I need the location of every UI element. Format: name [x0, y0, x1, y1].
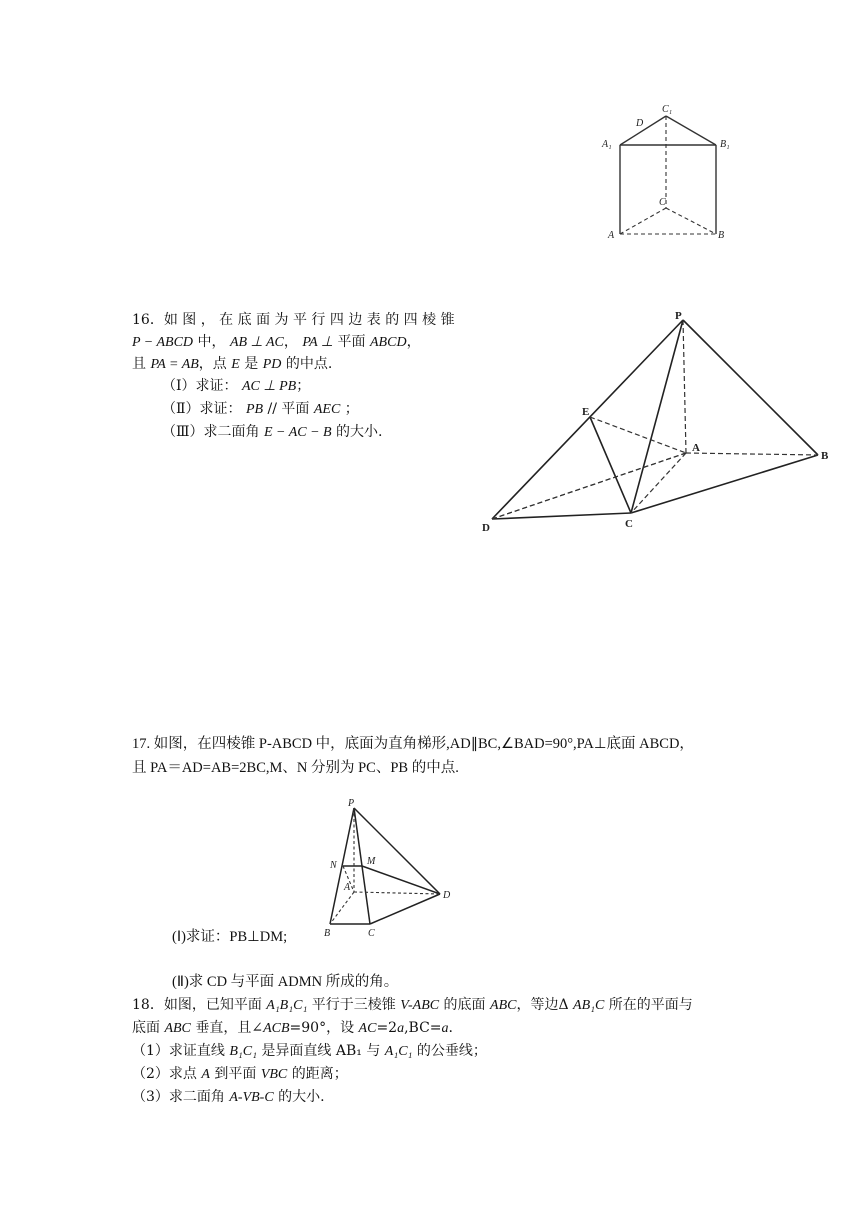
math: VBC — [260, 1067, 288, 1082]
math: ABC — [164, 1021, 191, 1036]
text: 平面 — [333, 334, 370, 350]
label-b: B — [324, 928, 331, 939]
text: 所在的平面与 — [604, 997, 693, 1013]
text: 的公垂线； — [412, 1043, 487, 1059]
text: 底面 — [132, 1020, 165, 1036]
math: B₁C₁ — [229, 1044, 257, 1059]
q16-pyramid-figure — [478, 305, 838, 540]
text: 的大小. — [331, 424, 383, 440]
math: E − AC − B — [263, 425, 332, 440]
math-pabcd: P − ABCD — [132, 335, 194, 350]
q17-line2: 且 PA＝AD=AB=2BC,M、N 分别为 PC、PB 的中点. — [132, 760, 459, 776]
math: a — [441, 1021, 449, 1036]
label-a: A — [692, 442, 700, 454]
q18-part2 — [132, 1063, 348, 1086]
text: （1）求证直线 — [132, 1043, 230, 1059]
math: AC — [358, 1021, 377, 1036]
label-a: A — [344, 882, 351, 893]
math-e: E — [231, 357, 240, 372]
label-b: B — [718, 230, 725, 241]
text: 的大小. — [273, 1089, 325, 1105]
label-b1: B₁ — [720, 139, 730, 150]
math-pa-perp: PA ⊥ — [302, 335, 334, 350]
text: 中， — [193, 334, 230, 350]
text: 是 — [239, 356, 263, 372]
q18-part3 — [132, 1086, 325, 1109]
math: ABC — [490, 998, 517, 1013]
text: ， — [283, 334, 303, 350]
text: （2）求点 — [132, 1066, 202, 1082]
q16-part3 — [162, 421, 383, 444]
text: 是异面直线 AB₁ 与 — [256, 1043, 385, 1059]
label-m: M — [367, 856, 376, 867]
math: A₁C₁ — [384, 1044, 413, 1059]
text: 的中点. — [281, 356, 333, 372]
text: // 平面 — [263, 401, 314, 417]
text: ； — [296, 378, 311, 394]
q17-pyramid-figure — [322, 796, 462, 941]
math: V-ABC — [400, 998, 440, 1013]
label-d: D — [482, 522, 490, 534]
math: AB₁C — [573, 998, 605, 1013]
label-a1: A₁ — [602, 139, 612, 150]
prism-figure — [596, 100, 746, 245]
math: PB — [245, 402, 264, 417]
label-b: B — [821, 450, 829, 462]
label-c1: C₁ — [662, 104, 673, 115]
label-p: P — [675, 310, 682, 322]
q16-text-1: 如 图 ， 在 底 面 为 平 行 四 边 表 的 四 棱 锥 — [163, 312, 455, 328]
label-a: A — [608, 230, 615, 241]
q16-line2 — [132, 331, 421, 354]
label-n: N — [330, 860, 337, 871]
text: 且 — [132, 356, 151, 372]
text: ； — [340, 401, 359, 417]
math: a — [397, 1021, 405, 1036]
math-abcd: ABCD — [370, 335, 407, 350]
label-c: C — [368, 928, 375, 939]
text: 垂直，且∠ — [190, 1020, 264, 1036]
text: 的底面 — [439, 997, 491, 1013]
q18-part1 — [132, 1040, 487, 1063]
q16-number: 16． — [132, 312, 164, 328]
text: . — [448, 1020, 453, 1036]
math: ACB — [263, 1021, 290, 1036]
text: （Ⅱ）求证： — [162, 401, 246, 417]
text: 的距离； — [287, 1066, 348, 1082]
q18-line2 — [132, 1017, 453, 1040]
text: ，等边Δ — [516, 997, 574, 1013]
math-pd: PD — [262, 357, 282, 372]
text: 18．如图，已知平面 — [132, 997, 267, 1013]
text: =2 — [376, 1020, 398, 1036]
math-ab-perp-ac: AB ⊥ AC — [229, 335, 284, 350]
text: ，点 — [198, 356, 232, 372]
q16-line1 — [132, 309, 455, 331]
text: ,BC= — [404, 1020, 442, 1036]
math: A — [201, 1067, 210, 1082]
math: AEC — [313, 402, 341, 417]
math: A-VB-C — [229, 1090, 274, 1105]
text: （Ⅰ）求证： — [162, 378, 242, 394]
label-c: C — [625, 518, 633, 530]
text: =90°，设 — [289, 1020, 359, 1036]
math: A₁B₁C₁ — [266, 998, 308, 1013]
q16-part2 — [162, 398, 359, 421]
text: ， — [406, 334, 421, 350]
math: AC ⊥ PB — [241, 379, 297, 394]
math-pa-eq-ab: PA = AB — [150, 357, 199, 372]
text: （3）求二面角 — [132, 1089, 230, 1105]
q17-part1: (Ⅰ)求证：PB⊥DM; — [172, 929, 288, 945]
label-p: P — [348, 798, 355, 809]
q17-part2: (Ⅱ)求 CD 与平面 ADMN 所成的角。 — [172, 974, 399, 990]
label-d: D — [443, 890, 451, 901]
label-d: D — [636, 118, 644, 129]
text: 平行于三棱锥 — [307, 997, 401, 1013]
q18-line1 — [132, 994, 693, 1017]
text: 到平面 — [209, 1066, 261, 1082]
label-c: C — [659, 197, 666, 208]
q17-line1: 17. 如图，在四棱锥 P-ABCD 中，底面为直角梯形,AD∥BC,∠BAD=90°,PA⊥底面 ABCD， — [132, 736, 694, 752]
q16-part1 — [162, 375, 310, 398]
text: （Ⅲ）求二面角 — [162, 424, 264, 440]
q16-line3 — [132, 353, 332, 376]
label-e: E — [582, 406, 590, 418]
